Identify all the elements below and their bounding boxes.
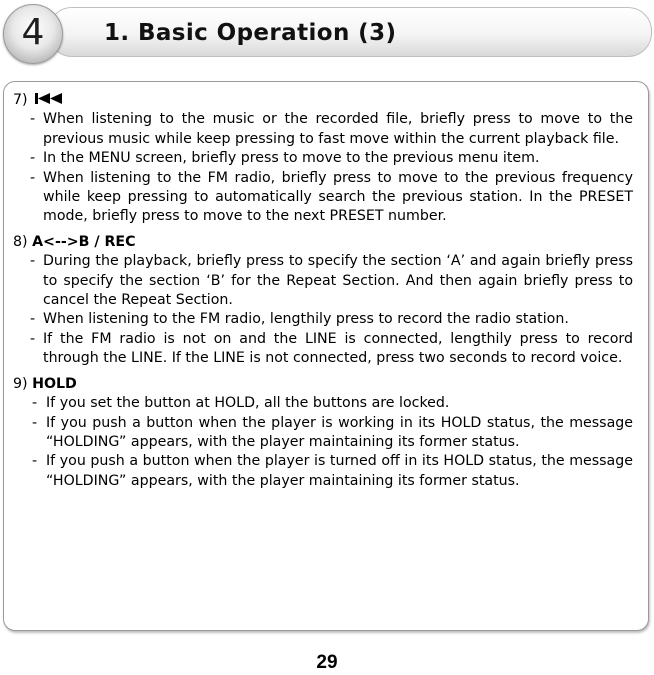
page-number: 29: [316, 652, 338, 673]
chapter-number: 4: [21, 12, 45, 53]
section-7-item: - When listening to the music or the recorded file, briefly press to move to the previous music while keep pressing to fast move within the current playback file.: [30, 111, 633, 147]
page-title: 1. Basic Operation (3): [104, 20, 397, 46]
section-8-item: - During the playback, briefly press to specify the section ‘A’ and again briefly press to specify the section ‘B’ for the Repeat Section. And then again briefly press to cancel the Repeat Section.: [30, 253, 633, 309]
chapter-badge: [3, 4, 63, 64]
section-8-label: [13, 233, 633, 252]
content: [13, 91, 633, 491]
section-7-number: 7): [13, 92, 28, 108]
section-9-item: - If you push a button when the player is working in its HOLD status, the message “HOLDING” appears, with the player maintaining its former status.: [32, 414, 633, 450]
section-8-number: 8): [13, 233, 28, 250]
section-9-title: HOLD: [32, 375, 77, 392]
section-8-title: A<-->B / REC: [32, 233, 136, 250]
section-8-item: - If the FM radio is not on and the LINE is connected, lengthily press to record through the LINE. If the LINE is not connected, press two seconds to record voice.: [30, 330, 633, 367]
section-9-item: - If you set the button at HOLD, all the buttons are locked.: [32, 395, 450, 412]
section-9-label: [13, 375, 633, 394]
section-9-item: - If you push a button when the player is turned off in its HOLD status, the message “HOLDING” appears, with the player maintaining its former status.: [32, 453, 633, 489]
section-8-item: - When listening to the FM radio, lengthily press to record the radio station.: [30, 311, 569, 328]
section-7-label: [13, 91, 633, 110]
skip-previous-icon: [34, 92, 64, 105]
section-9-number: 9): [13, 375, 28, 392]
section-7-item: - In the MENU screen, briefly press to move to the previous menu item.: [30, 150, 540, 167]
section-7-item: - When listening to the FM radio, briefly press to move to the previous frequency while keep pressing to automatically search the previous station. In the PRESET mode, briefly press to move to the next PRESET number.: [30, 169, 633, 225]
